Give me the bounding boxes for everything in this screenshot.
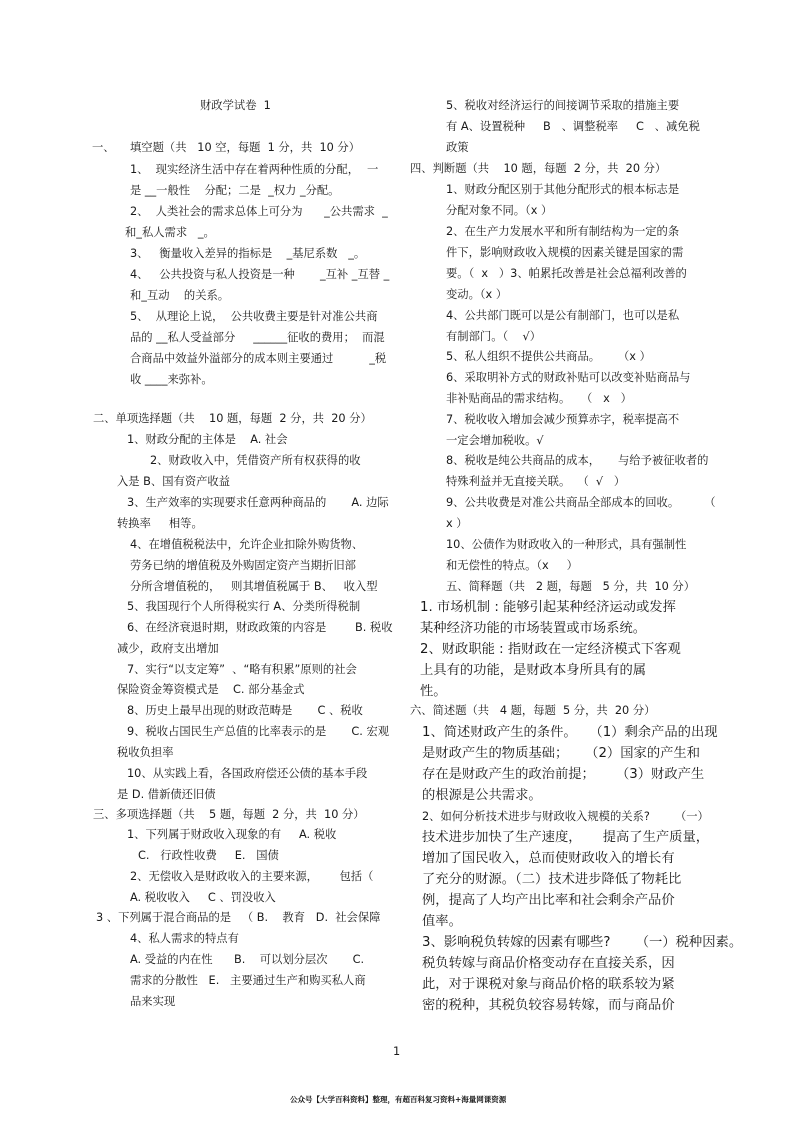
- left-text-line: 三、多项选择题（共 5 题，每题 2 分，共 10 分）: [93, 808, 365, 821]
- right-text-line: 1、简述财政产生的条件。 （1）剩余产品的出现: [422, 725, 718, 740]
- right-text-line: 1、财政分配区别于其他分配形式的根本标志是: [446, 183, 680, 196]
- left-text-line: 2、财政收入中，凭借资产所有权获得的收: [150, 454, 361, 467]
- right-text-line: 变动。（x ）: [446, 288, 508, 301]
- left-text-line: 8、历史上最早出现的财政范畴是 C 、税收: [127, 704, 363, 717]
- right-text-line: 分配对象不同。（x ）: [446, 204, 553, 217]
- page-number: 1: [393, 1045, 401, 1058]
- right-text-line: 密的税种，其税负较容易转嫁，而与商品价: [422, 998, 675, 1013]
- left-text-line: 填空题（共 10 空，每题 1 分，共 10 分）: [130, 141, 361, 154]
- left-text-line: 3、 衡量收入差异的指标是 _基尼系数 _。: [130, 247, 366, 260]
- right-text-line: 了充分的财源。（二）技术进步降低了物耗比: [422, 872, 682, 887]
- left-text-line: A. 税收收入 C 、罚没收入: [130, 891, 276, 904]
- left-text-line: 3、生产效率的实现要求任意两种商品的 A. 边际: [127, 496, 389, 509]
- right-text-line: 五、简释题（共 2 题，每题 5 分，共 10 分）: [446, 580, 696, 593]
- right-text-line: 性。: [420, 684, 447, 699]
- right-text-line: x ）: [446, 517, 468, 530]
- right-text-line: 件下，影响财政收入规模的因素关键是国家的需: [446, 246, 684, 259]
- right-text-line: 有 A、设置税种 B 、调整税率 C 、减免税: [446, 120, 700, 133]
- left-text-line: 1、财政分配的主体是 A. 社会: [127, 433, 288, 446]
- right-text-line: 某种经济功能的市场装置或市场系统。: [420, 621, 647, 636]
- right-text-line: 5、私人组织不提供公共商品。 （x ）: [446, 350, 651, 363]
- left-text-line: 是 D. 借新债还旧债: [117, 788, 216, 801]
- left-text-line: A. 受益的内在性 B. 可以划分层次 C.: [130, 953, 365, 966]
- left-text-line: 2、无偿收入是财政收入的主要来源， 包括（: [130, 870, 374, 883]
- right-text-line: 一定会增加税收。√: [446, 434, 544, 447]
- left-text-line: 品的 __私人受益部分 ______征收的费用； 而混: [130, 331, 385, 344]
- right-text-line: 技术进步加快了生产速度， 提高了生产质量，: [422, 830, 710, 845]
- left-text-line: 一: [367, 163, 379, 176]
- left-text-line: 劳务已纳的增值税及外购固定资产当期折旧部: [130, 559, 356, 572]
- right-text-line: 税负转嫁与商品价格变动存在直接关系，因: [422, 956, 675, 971]
- left-text-line: 需求的分散性 E. 主要通过生产和购买私人商: [130, 974, 366, 987]
- left-text-line: 二、单项选择题（共 10 题，每题 2 分，共 20 分）: [93, 412, 372, 425]
- left-text-line: 5、 从理论上说， 公共收费主要是针对准公共商: [130, 310, 378, 323]
- right-text-line: 非补贴商品的需求结构。 （ x ）: [446, 392, 632, 405]
- right-text-line: 1. 市场机制 : 能够引起某种经济运动或发挥: [420, 600, 676, 615]
- right-text-line: 增加了国民收入，总而使财政收入的增长有: [422, 851, 675, 866]
- right-text-line: 有制部门。（ √）: [446, 330, 541, 343]
- right-text-line: 此，对于课税对象与商品价格的联系较为紧: [422, 977, 675, 992]
- right-text-line: 7、税收收入增加会减少预算赤字，税率提高不: [446, 413, 680, 426]
- left-text-line: 1、 现实经济生活中存在着两种性质的分配，: [130, 163, 360, 176]
- left-text-line: 分所含增值税的， 则其增值税属于 B、 收入型: [130, 580, 378, 593]
- right-text-line: 要。（ x ）3、帕累托改善是社会总福利改善的: [446, 267, 687, 280]
- right-text-line: 10、公债作为财政收入的一种形式，具有强制性: [446, 538, 687, 551]
- right-text-line: 4、公共部门既可以是公有制部门，也可以是私: [446, 309, 680, 322]
- left-text-line: 税收负担率: [117, 746, 174, 759]
- left-text-line: 减少，政府支出增加: [117, 642, 219, 655]
- left-text-line: 是 __一般性 分配；二是 _权力 _分配。: [130, 184, 340, 197]
- left-text-line: 合商品中效益外溢部分的成本则主要通过 _税: [130, 352, 387, 365]
- left-text-line: 3 、下列属于混合商品的是 （ B. 教育 D. 社会保障: [96, 911, 381, 924]
- left-text-line: 4、在增值税税法中，允许企业扣除外购货物、: [130, 538, 364, 551]
- left-text-line: 6、在经济衰退时期，财政政策的内容是 B. 税收: [127, 621, 393, 634]
- left-text-line: 入是 B、国有资产收益: [117, 475, 231, 488]
- right-text-line: 特殊利益并无直接关联。 （ √ ）: [446, 475, 626, 488]
- right-text-line: 6、采取明补方式的财政补贴可以改变补贴商品与: [446, 371, 691, 384]
- left-text-line: C. 行政性收费 E. 国债: [138, 849, 279, 862]
- left-text-line: 1、下列属于财政收入现象的有 A. 税收: [127, 828, 337, 841]
- right-text-line: 2、如何分析技术进步与财政收入规模的关系? （一）: [422, 810, 709, 823]
- right-text-line: 9、公共收费是对准公共商品全部成本的回收。 （: [446, 496, 716, 509]
- left-text-line: 4、私人需求的特点有: [130, 932, 239, 945]
- right-text-line: 的根源是公共需求。: [422, 788, 542, 803]
- left-text-line: 一、: [92, 141, 115, 154]
- right-text-line: 5、税收对经济运行的间接调节采取的措施主要: [446, 99, 680, 112]
- left-text-line: 2、 人类社会的需求总体上可分为 _公共需求 _: [130, 205, 388, 218]
- right-text-line: 是财政产生的物质基础； （2）国家的产生和: [422, 746, 701, 761]
- right-text-line: 上具有的功能，是财政本身所具有的属: [420, 663, 647, 678]
- footer-note: 公众号【大学百科资料】整理，有超百科复习资料+海量网课资源: [290, 1095, 507, 1104]
- right-text-line: 政策: [446, 141, 469, 154]
- right-text-line: 值率。: [422, 914, 462, 929]
- left-text-line: 4、 公共投资与私人投资是一种 _互补 _互替 _: [130, 268, 390, 281]
- right-text-line: 8、税收是纯公共商品的成本， 与给予被征收者的: [446, 454, 709, 467]
- right-text-line: 例，提高了人均产出比率和社会剩余产品价: [422, 893, 675, 908]
- right-text-line: 3、影响税负转嫁的因素有哪些? （一）税种因素。: [422, 935, 743, 950]
- left-text-line: 转换率 相等。: [117, 517, 203, 530]
- left-text-line: 和_私人需求 _。: [125, 226, 215, 239]
- left-text-line: 5、我国现行个人所得税实行 A、分类所得税制: [127, 600, 361, 613]
- left-text-line: 品来实现: [130, 995, 176, 1008]
- right-text-line: 和无偿性的特点。（x ）: [446, 559, 578, 572]
- right-text-line: 2、财政职能 : 指财政在一定经济模式下客观: [420, 642, 681, 657]
- right-text-line: 四、判断题（共 10 题，每题 2 分，共 20 分）: [410, 162, 667, 175]
- exam-title: 财政学试卷 1: [200, 99, 271, 112]
- left-text-line: 9、税收占国民生产总值的比率表示的是 C. 宏观: [127, 725, 390, 738]
- right-text-line: 2、在生产力发展水平和所有制结构为一定的条: [446, 225, 680, 238]
- left-text-line: 保险资金筹资模式是 C. 部分基金式: [117, 683, 305, 696]
- left-text-line: 收 ____来弥补。: [130, 373, 213, 386]
- left-text-line: 10、从实践上看，各国政府偿还公债的基本手段: [127, 767, 368, 780]
- left-text-line: 和_互动 的关系。: [130, 289, 230, 302]
- left-text-line: 7、实行“以支定筹” 、“略有积累”原则的社会: [127, 663, 357, 676]
- right-text-line: 存在是财政产生的政治前提； （3）财政产生: [422, 767, 705, 782]
- right-text-line: 六、简述题（共 4 题，每题 5 分，共 20 分）: [410, 704, 656, 717]
